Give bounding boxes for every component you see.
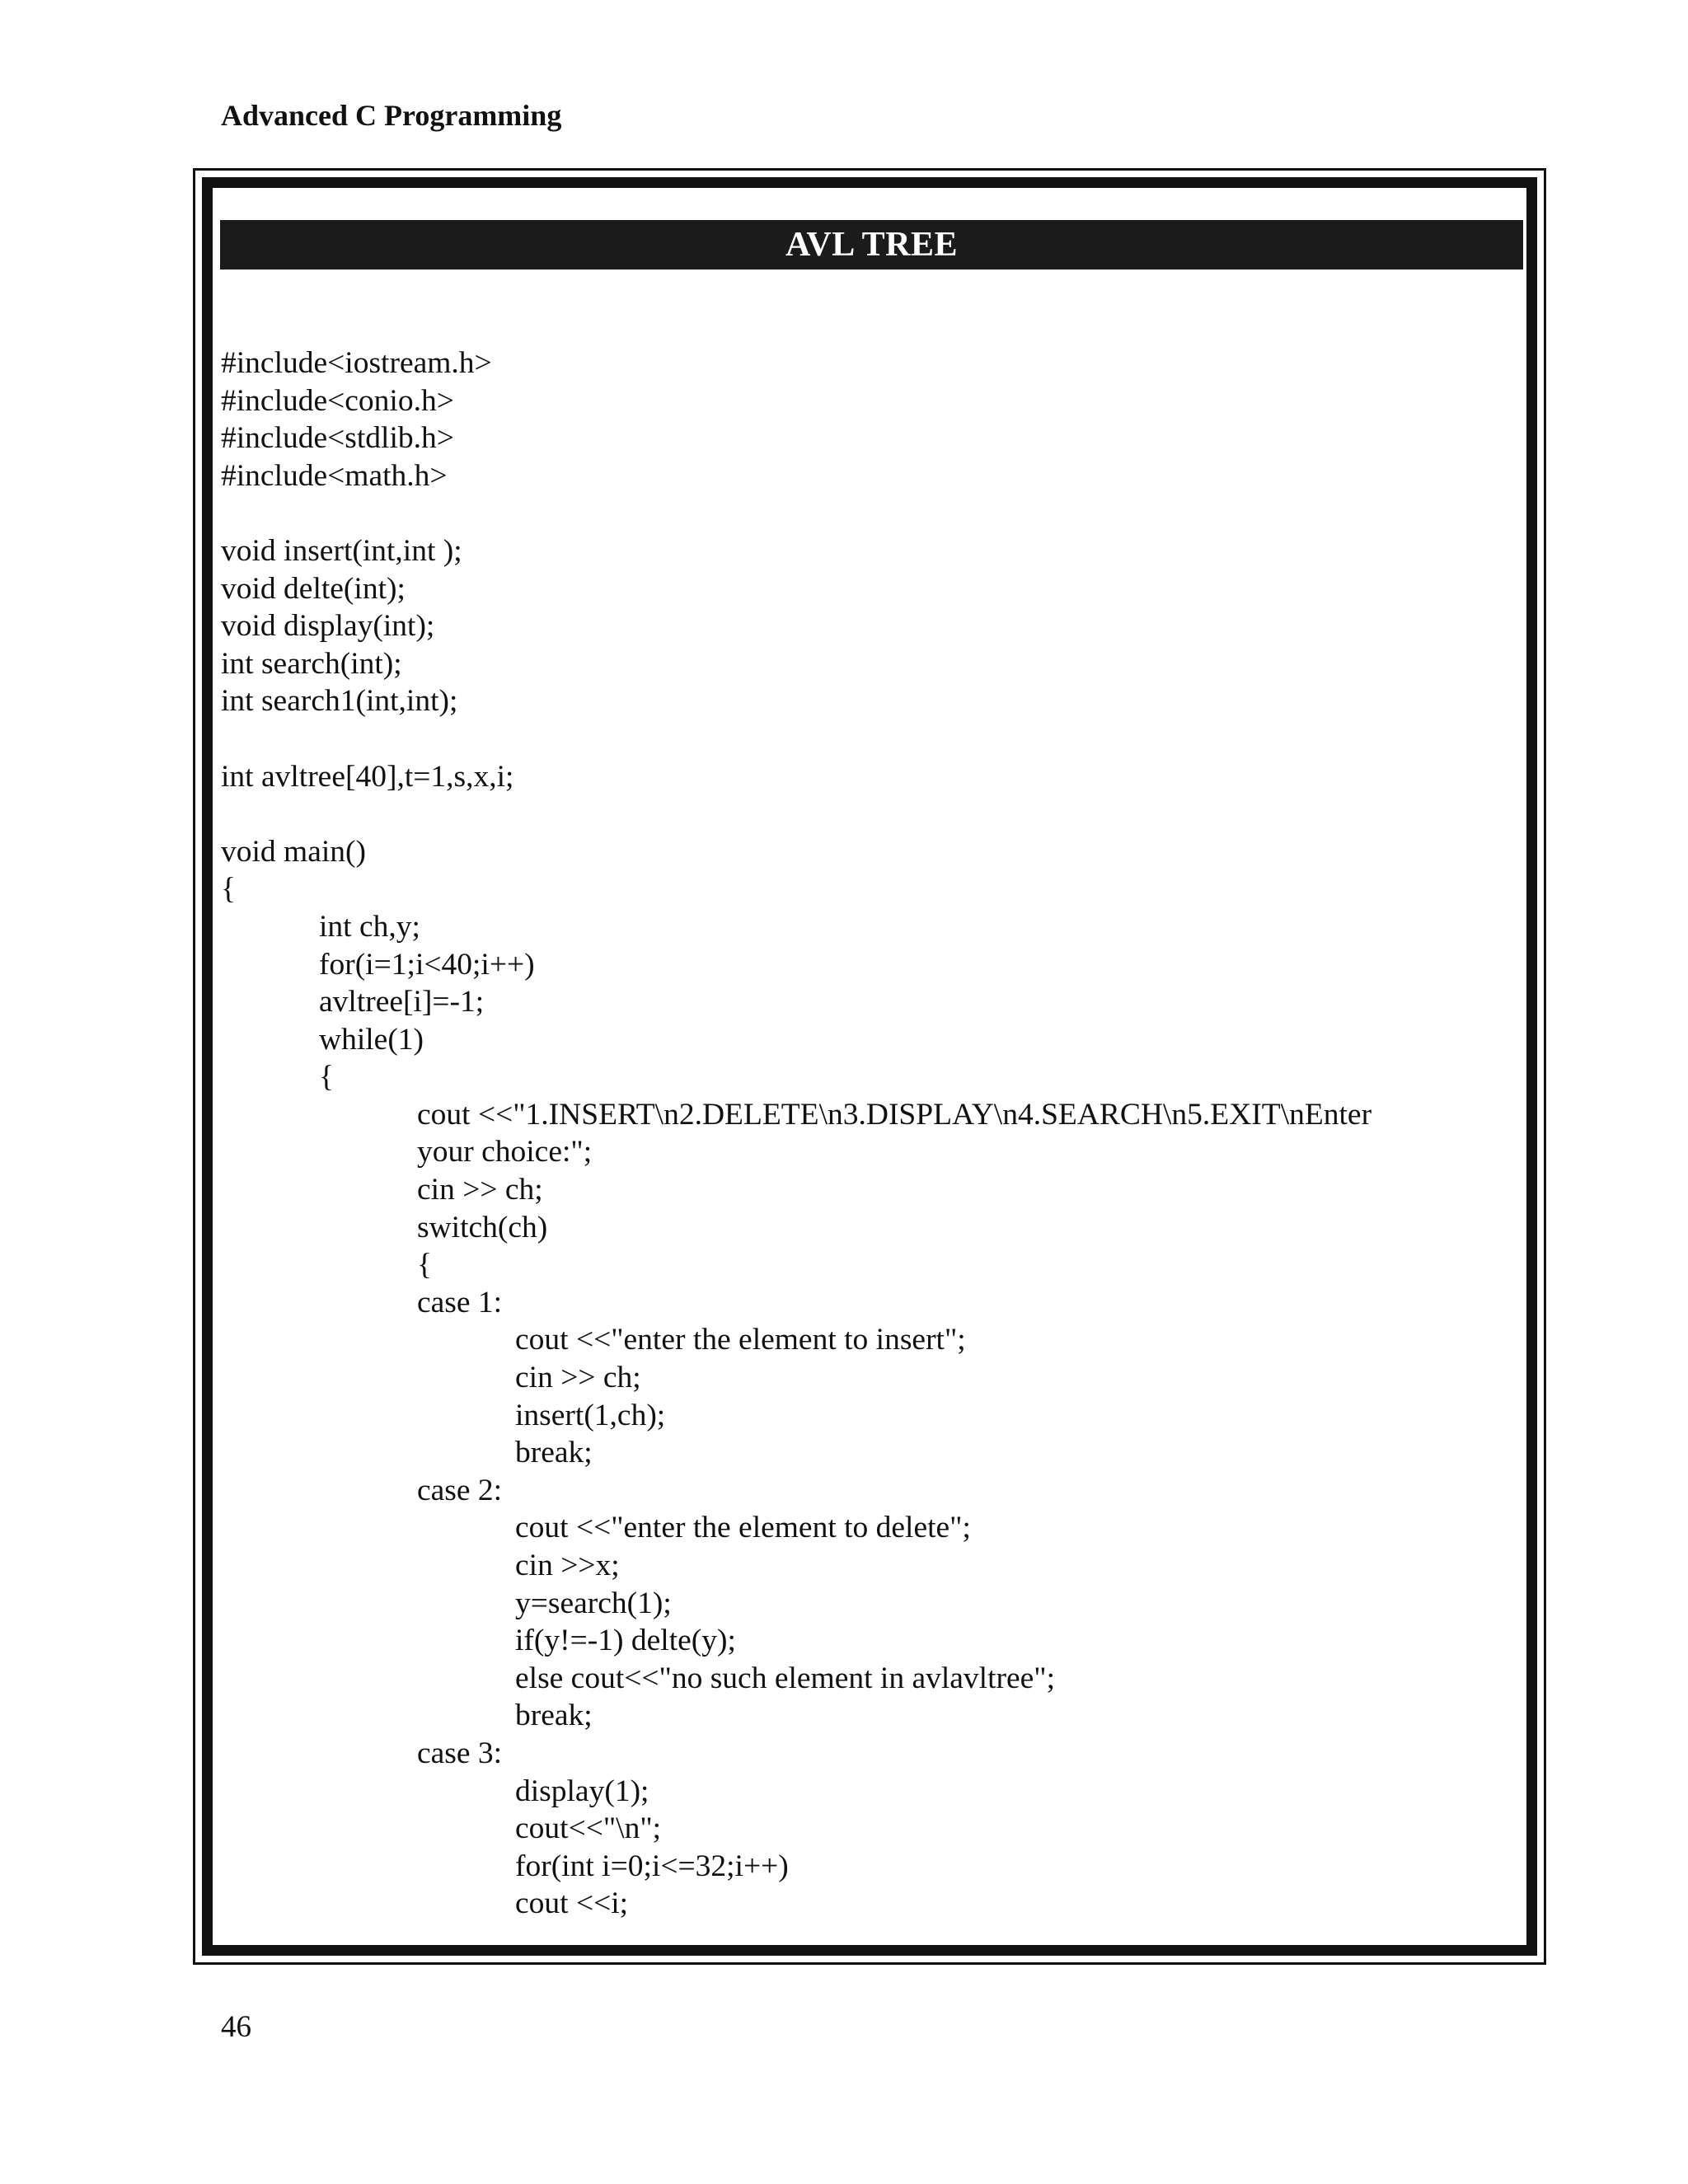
code-line: #include<conio.h> — [221, 383, 454, 418]
code-line: cout <<"enter the element to insert"; — [515, 1323, 966, 1357]
code-line — [221, 494, 1507, 532]
running-header: Advanced C Programming — [221, 99, 562, 132]
code-line: cin >> ch; — [417, 1173, 543, 1207]
section-title: AVL TREE — [220, 220, 1523, 269]
code-line: #include<stdlib.h> — [221, 421, 454, 456]
code-line: int ch,y; — [319, 909, 420, 944]
page-number: 46 — [221, 2010, 251, 2044]
code-line: y=search(1); — [515, 1586, 672, 1620]
code-line: break; — [515, 1699, 593, 1733]
code-line: break; — [515, 1436, 593, 1470]
code-line: { — [319, 1060, 334, 1094]
code-line: switch(ch) — [417, 1210, 548, 1244]
code-line: insert(1,ch); — [515, 1398, 666, 1432]
code-line: void insert(int,int ); — [221, 533, 462, 568]
code-line: case 1: — [417, 1285, 503, 1319]
code-line: cout <<i; — [515, 1886, 629, 1921]
code-line: #include<math.h> — [221, 458, 448, 493]
code-line: else cout<<"no such element in avlavltree"; — [515, 1661, 1055, 1695]
code-line: cout <<"1.INSERT\n2.DELETE\n3.DISPLAY\n4.SEARCH\n5.EXIT\nEnter — [417, 1097, 1372, 1132]
code-line: void display(int); — [221, 609, 435, 644]
code-line: case 3: — [417, 1736, 503, 1770]
code-line — [221, 795, 1507, 833]
code-line: case 2: — [417, 1473, 503, 1507]
code-line: cout<<"\n"; — [515, 1811, 662, 1846]
code-line: for(int i=0;i<=32;i++) — [515, 1849, 789, 1883]
code-line: avltree[i]=-1; — [319, 985, 485, 1019]
code-line: cin >>x; — [515, 1549, 620, 1582]
code-line: int search1(int,int); — [221, 684, 458, 719]
code-line: #include<iostream.h> — [221, 346, 492, 380]
code-line: { — [221, 872, 236, 907]
code-line: int search(int); — [221, 646, 402, 681]
code-line: display(1); — [515, 1774, 649, 1808]
code-line: cout <<"enter the element to delete"; — [515, 1511, 971, 1545]
code-line: if(y!=-1) delte(y); — [515, 1624, 736, 1658]
code-line: while(1) — [319, 1022, 424, 1057]
code-line: void delte(int); — [221, 571, 406, 606]
code-line: { — [417, 1248, 432, 1282]
code-listing — [221, 344, 1507, 1923]
code-line: int avltree[40],t=1,s,x,i; — [221, 759, 514, 794]
code-line: for(i=1;i<40;i++) — [319, 947, 535, 982]
code-line: void main() — [221, 834, 367, 869]
code-line: cin >> ch; — [515, 1361, 641, 1395]
code-line: your choice:"; — [417, 1135, 593, 1169]
code-line — [221, 720, 1507, 758]
